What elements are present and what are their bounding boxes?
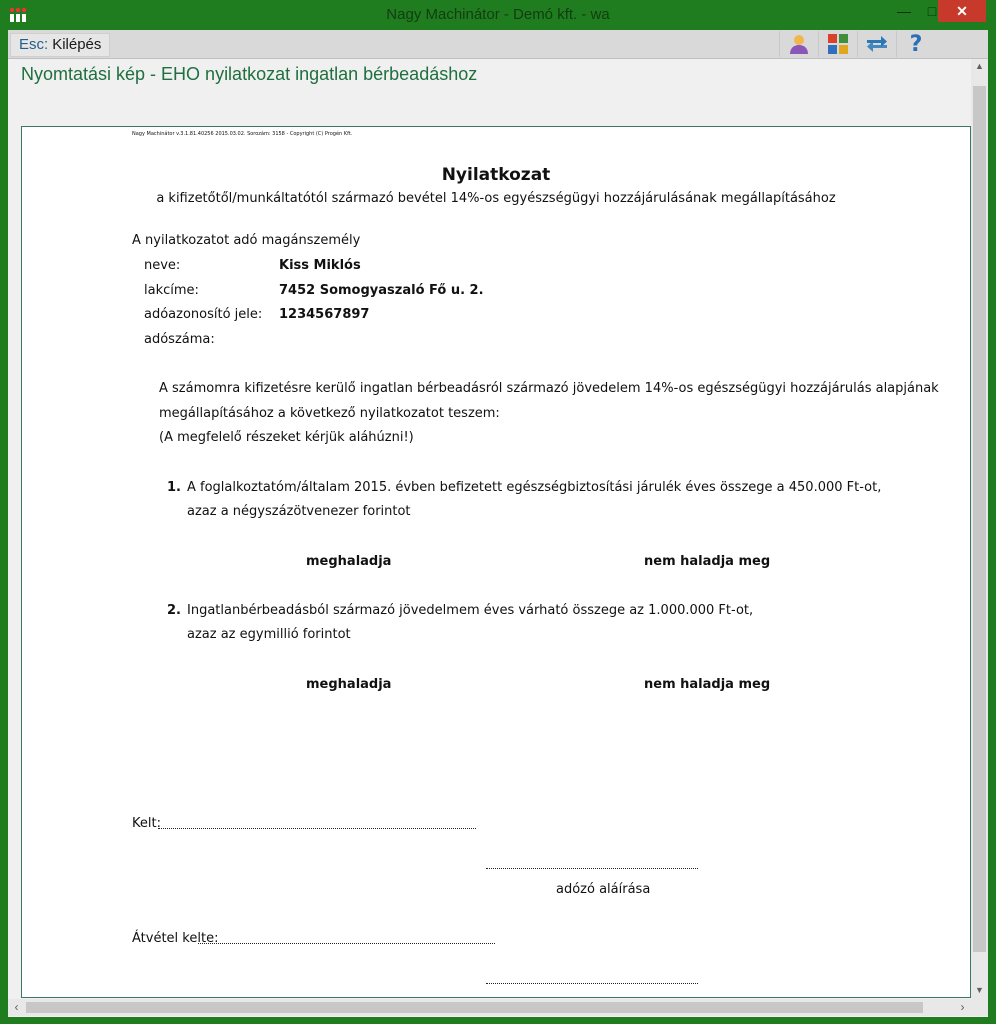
horizontal-scroll-thumb[interactable] — [26, 1002, 923, 1013]
date-label: Kelt: — [132, 816, 161, 831]
field-label: lakcíme: — [144, 283, 199, 298]
signature-line — [486, 868, 698, 869]
doc-subtitle: a kifizetőtől/munkáltatótól származó bevétel 14%-os egyészségügyi hozzájárulásának megállapításához — [156, 191, 836, 206]
intro-line: (A megfelelő részeket kérjük aláhúzni!) — [159, 430, 414, 445]
minimize-button[interactable]: — — [897, 3, 911, 19]
receipt-date-line — [198, 943, 495, 944]
client-area — [8, 30, 988, 1017]
field-value-address: 7452 Somogyaszaló Fő u. 2. — [279, 283, 484, 298]
exit-label: Kilépés — [52, 36, 102, 53]
horizontal-scrollbar[interactable] — [8, 999, 971, 1016]
print-preview-paper[interactable] — [21, 126, 971, 998]
scroll-up-icon[interactable]: ▲ — [975, 61, 984, 71]
scroll-left-icon[interactable]: ‹ — [14, 1000, 19, 1014]
help-button[interactable] — [896, 31, 935, 57]
option-exceeds[interactable]: meghaladja — [306, 554, 392, 569]
item-line: azaz az egymillió forintot — [187, 627, 351, 642]
field-label: neve: — [144, 258, 181, 273]
close-button[interactable]: ✕ — [938, 0, 986, 22]
title-bar — [0, 0, 996, 30]
preview-panel — [8, 59, 988, 1017]
switch-arrows-icon — [865, 33, 889, 55]
page-title: Nyomtatási kép - EHO nyilatkozat ingatlan bérbeadáshoz — [21, 64, 478, 84]
modules-button[interactable] — [818, 31, 857, 57]
receipt-signature-line — [486, 983, 698, 984]
modules-grid-icon — [827, 33, 849, 55]
scroll-right-icon[interactable]: › — [960, 1000, 965, 1014]
window-title: Nagy Machinátor - Demó kft. - wa — [386, 6, 610, 23]
option-exceeds[interactable]: meghaladja — [306, 677, 392, 692]
item-number: 1. — [167, 480, 181, 495]
field-value-tax-id: 1234567897 — [279, 307, 370, 322]
vertical-scrollbar[interactable] — [971, 59, 988, 999]
signature-label: adózó aláírása — [556, 882, 651, 897]
intro-line: megállapításához a következő nyilatkozatot teszem: — [159, 406, 500, 421]
doc-meta: Nagy Machinátor v.3.1.81.40256 2015.03.02. Sorozám: 3158 - Copyright (C) Progén Kft. — [132, 131, 353, 137]
item-line: azaz a négyszázötvenezer forintot — [187, 504, 411, 519]
switch-button[interactable] — [857, 31, 896, 57]
field-label: adószáma: — [144, 332, 215, 347]
doc-title: Nyilatkozat — [441, 165, 551, 185]
exit-shortcut-key: Esc: — [19, 36, 49, 53]
intro-line: A számomra kifizetésre kerülő ingatlan bérbeadásról származó jövedelem 14%-os egészségügyi hozzájárulás alapjának — [159, 381, 939, 396]
scroll-down-icon[interactable]: ▼ — [975, 985, 984, 995]
user-button[interactable] — [779, 31, 818, 57]
user-icon — [788, 33, 810, 55]
receipt-date-label: Átvétel kelte: — [132, 931, 219, 946]
item-number: 2. — [167, 603, 181, 618]
item-line: A foglalkoztatóm/általam 2015. évben befizetett egészségbiztosítási járulék éves összege a 450.000 Ft-ot, — [187, 480, 882, 495]
date-line — [158, 828, 476, 829]
option-not-exceeds[interactable]: nem haladja meg — [644, 677, 771, 692]
toolbar — [8, 30, 988, 59]
field-label: adóazonosító jele: — [144, 307, 263, 322]
help-icon: ? — [909, 31, 923, 57]
item-line: Ingatlanbérbeadásból származó jövedelmem éves várható összege az 1.000.000 Ft-ot, — [187, 603, 754, 618]
person-header: A nyilatkozatot adó magánszemély — [132, 233, 361, 248]
scrollbar-corner — [971, 999, 988, 1016]
exit-button[interactable] — [10, 33, 110, 57]
field-value-name: Kiss Miklós — [279, 258, 361, 273]
vertical-scroll-thumb[interactable] — [973, 86, 986, 952]
option-not-exceeds[interactable]: nem haladja meg — [644, 554, 771, 569]
maximize-button[interactable]: □ — [927, 3, 937, 19]
